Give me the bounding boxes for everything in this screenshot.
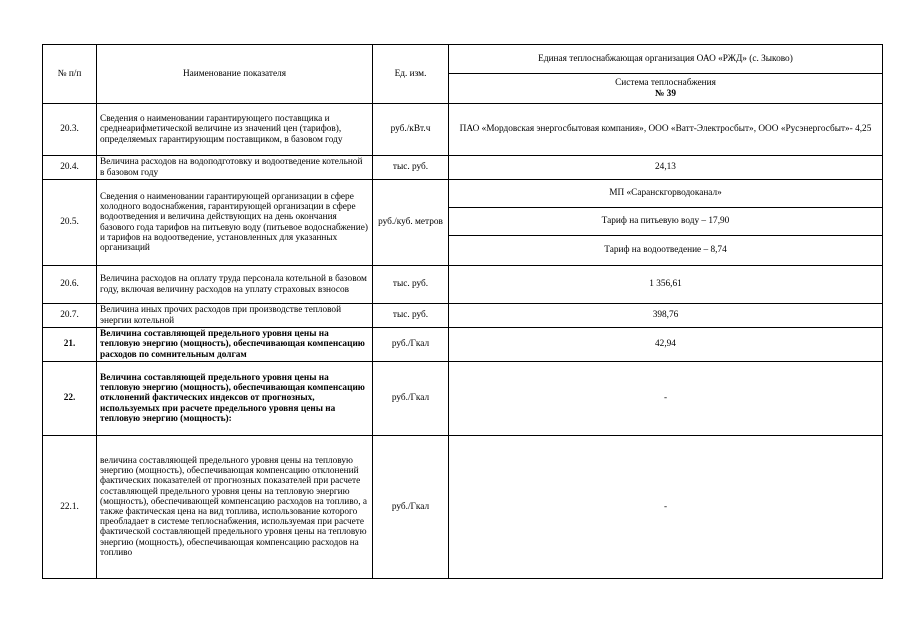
row-unit: руб./Гкал [373, 362, 449, 436]
row-name: Величина иных прочих расходов при производстве тепловой энергии котельной [97, 304, 373, 328]
header-unit: Ед. изм. [373, 45, 449, 104]
row-value: ПАО «Мордовская энергосбытовая компания», ООО «Ватт-Электросбыт», ООО «Русэнергосбыт»- 4,25 [449, 104, 883, 156]
row-num: 21. [43, 328, 97, 362]
table-row [43, 436, 883, 579]
row-name: Величина составляющей предельного уровня цены на тепловую энергию (мощность), обеспечивающая компенсацию отклонений фактических индексов от прогнозных, используемых при расчете предельного уровня цены на тепловую энергию (мощность): [97, 362, 373, 436]
table-row [43, 266, 883, 304]
header-name: Наименование показателя [97, 45, 373, 104]
table-row [43, 362, 883, 436]
system-label: Система теплоснабжения [615, 78, 716, 89]
row-name: величина составляющей предельного уровня цены на тепловую энергию (мощность), обеспечивающая компенсацию отклонений фактических показателей от прогнозных показателей при расчете составляющей предельного уровня цены на тепловую энергию (мощность), обеспечивающей компенсацию расходов на топливо, а также фактическая цена на вид топлива, использование которого преобладает в системе теплоснабжения, используемая при расчете фактической составляющей предельного уровня цены на тепловую энергию (мощность), обеспечивающая компенсацию расходов на топливо [97, 436, 373, 579]
row-num: 22.1. [43, 436, 97, 579]
table-row [43, 156, 883, 180]
row-name: Величина составляющей предельного уровня цены на тепловую энергию (мощность), обеспечивающая компенсацию расходов по сомнительным долгам [97, 328, 373, 362]
header-system [449, 74, 883, 104]
row-num: 20.6. [43, 266, 97, 304]
row-name: Величина расходов на оплату труда персонала котельной в базовом году, включая величину расходов на уплату страховых взносов [97, 266, 373, 304]
row-unit: тыс. руб. [373, 304, 449, 328]
row-num: 20.5. [43, 180, 97, 266]
table-row [43, 180, 883, 208]
row-unit: тыс. руб. [373, 266, 449, 304]
row-unit: руб./Гкал [373, 328, 449, 362]
row-unit: руб./куб. метров [373, 180, 449, 266]
row-unit: тыс. руб. [373, 156, 449, 180]
row-num: 22. [43, 362, 97, 436]
row-value: Тариф на питьевую воду – 17,90 [449, 208, 883, 236]
row-value: - [449, 436, 883, 579]
header-num: № п/п [43, 45, 97, 104]
row-value: 42,94 [449, 328, 883, 362]
row-value: 1 356,61 [449, 266, 883, 304]
row-unit: руб./кВт.ч [373, 104, 449, 156]
row-value: МП «Саранскгорводоканал» [449, 180, 883, 208]
row-unit: руб./Гкал [373, 436, 449, 579]
row-value: Тариф на водоотведение – 8,74 [449, 236, 883, 266]
row-name: Сведения о наименовании гарантирующей организации в сфере холодного водоснабжения, гарантирующей организации в сфере водоотведения и величина действующих на день окончания базового года тарифов на питьевую воду (питьевое водоснабжение) и тарифов на водоотведение, установленных для указанных организаций [97, 180, 373, 266]
row-name: Сведения о наименовании гарантирующего поставщика и среднеарифметической величине из значений цен (тарифов), определяемых гарантирующим поставщиком, в базовом году [97, 104, 373, 156]
system-num: № 39 [655, 88, 676, 99]
row-num: 20.7. [43, 304, 97, 328]
tariff-table [42, 44, 883, 579]
row-num: 20.3. [43, 104, 97, 156]
row-name: Величина расходов на водоподготовку и водоотведение котельной в базовом году [97, 156, 373, 180]
row-num: 20.4. [43, 156, 97, 180]
table-row [43, 104, 883, 156]
header-org: Единая теплоснабжающая организация ОАО «РЖД» (с. Зыково) [449, 45, 883, 74]
row-value: - [449, 362, 883, 436]
table-row [43, 304, 883, 328]
table-row [43, 328, 883, 362]
row-value: 24,13 [449, 156, 883, 180]
row-value: 398,76 [449, 304, 883, 328]
